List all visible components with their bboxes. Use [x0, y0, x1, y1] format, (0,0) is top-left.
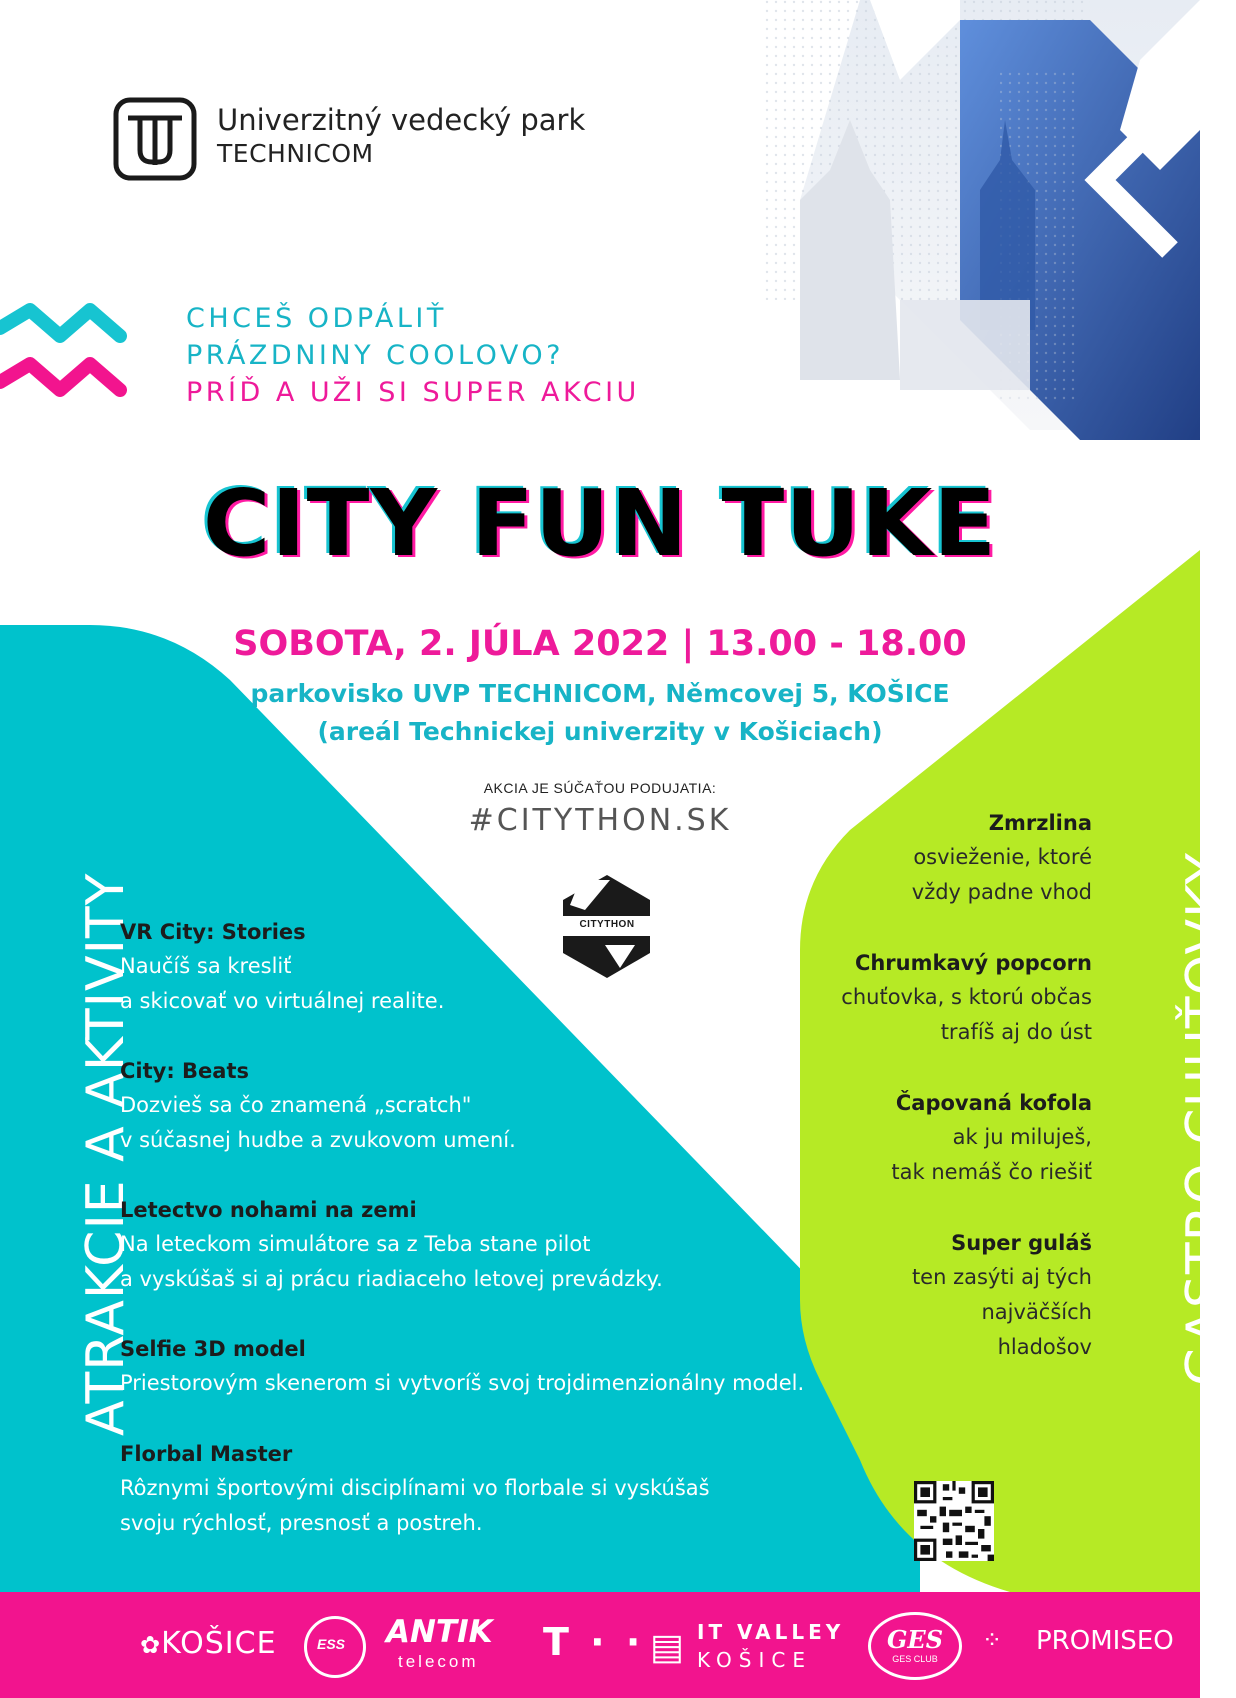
- activity-desc: a skicovať vo virtuálnej realite.: [120, 989, 445, 1013]
- it-valley-logo-icon: ▤: [650, 1626, 685, 1667]
- org-name-line2: TECHNICOM: [217, 139, 374, 168]
- food-title: Super guláš: [951, 1231, 1092, 1255]
- food-title: Chrumkavý popcorn: [854, 951, 1092, 975]
- food-desc: chuťovka, s ktorú občas: [841, 985, 1092, 1009]
- food-item: [772, 1086, 1092, 1190]
- activity-title: Florbal Master: [120, 1442, 293, 1466]
- activity-title: Letectvo nohami na zemi: [120, 1198, 417, 1222]
- wave-cyan: [0, 310, 120, 336]
- food-item: [772, 806, 1092, 910]
- food-desc: hladošov: [997, 1335, 1092, 1359]
- food-title: Čapovaná kofola: [895, 1091, 1092, 1115]
- cathedral-photo: [760, 0, 1200, 460]
- section-title-activities: ATRAKCIE A AKTIVITY: [76, 872, 136, 1436]
- tagline-line3: PRÍĎ A UŽI SI SUPER AKCIU: [186, 377, 640, 408]
- activity-desc: Rôznymi športovými disciplínami vo florbale si vyskúšaš: [120, 1476, 710, 1500]
- sponsor-bar: [0, 1592, 1200, 1698]
- tagline-line2: PRÁZDNINY COOLOVO?: [186, 340, 564, 371]
- sponsor-antik-sub: telecom: [398, 1652, 479, 1671]
- activity-desc: Na leteckom simulátore sa z Teba stane pilot: [120, 1232, 591, 1256]
- food-desc: trafíš aj do úst: [940, 1020, 1092, 1044]
- section-title-food: GASTRO CHUŤOVKY: [1176, 851, 1236, 1386]
- food-desc: najväčších: [981, 1300, 1092, 1324]
- event-place-line2: (areál Technickej univerzity v Košiciach): [317, 717, 883, 746]
- sponsor-it-valley-city: KOŠICE: [697, 1648, 812, 1672]
- participation-label: AKCIA JE SÚČAŤOU PODUJATIA:: [483, 780, 717, 796]
- food-item: [772, 1226, 1092, 1365]
- org-name-line1: Univerzitný vedecký park: [217, 103, 586, 137]
- qr-code-icon[interactable]: [914, 1481, 994, 1561]
- activity-item: [120, 1054, 840, 1158]
- event-title: CITY FUN TUKE: [202, 470, 998, 577]
- activity-title: VR City: Stories: [120, 920, 306, 944]
- food-desc: tak nemáš čo riešiť: [891, 1160, 1092, 1184]
- tagline-line1: CHCEŠ ODPÁLIŤ: [186, 303, 447, 334]
- food-item: [772, 946, 1092, 1050]
- activity-item: [120, 1332, 840, 1401]
- food-desc: vždy padne vhod: [911, 880, 1092, 904]
- activity-item: [120, 1193, 840, 1297]
- food-desc: osvieženie, ktoré: [913, 845, 1092, 869]
- promiseo-logo-icon: ⁘: [982, 1627, 1003, 1654]
- activity-title: City: Beats: [120, 1059, 250, 1083]
- sponsor-it-valley: IT VALLEY: [697, 1620, 845, 1644]
- sponsor-ess-logo-icon: ESS: [304, 1616, 366, 1678]
- kosice-logo-icon: ✿: [140, 1631, 162, 1659]
- food-title: Zmrzlina: [988, 811, 1092, 835]
- activity-item: [120, 915, 840, 1019]
- sponsor-antik: ANTIK: [386, 1614, 493, 1650]
- wave-magenta: [0, 364, 120, 390]
- activity-desc: Priestorovým skenerom si vytvoríš svoj trojdimenzionálny model.: [120, 1371, 805, 1395]
- activity-desc: Naučíš sa kresliť: [120, 954, 292, 978]
- citython-hashtag-link[interactable]: #CITYTHON.SK: [468, 803, 732, 838]
- activity-desc: v súčasnej hudbe a zvukovom umení.: [120, 1128, 516, 1152]
- food-desc: ak ju miluješ,: [952, 1125, 1092, 1149]
- sponsor-ges-logo-icon: GES GES CLUB: [868, 1612, 962, 1680]
- event-place-line1: parkovisko UVP TECHNICOM, Němcovej 5, KOŠICE: [250, 679, 950, 708]
- event-datetime: SOBOTA, 2. JÚLA 2022 | 13.00 - 18.00: [233, 624, 967, 664]
- technicom-logo-icon: [116, 100, 194, 178]
- sponsor-telekom: T · ·: [543, 1620, 645, 1664]
- citython-logo-text: CITYTHON: [579, 919, 635, 930]
- sponsor-kosice: ✿KOŠICE: [140, 1626, 277, 1661]
- food-desc: ten zasýti aj tých: [911, 1265, 1092, 1289]
- activity-title: Selfie 3D model: [120, 1337, 306, 1361]
- organization-name: [217, 104, 585, 170]
- activity-desc: svoju rýchlosť, presnosť a postreh.: [120, 1511, 483, 1535]
- activity-desc: Dozvieš sa čo znamená „scratch": [120, 1093, 472, 1117]
- activity-item: [120, 1437, 840, 1541]
- sponsor-promiseo: PROMISEO: [1036, 1626, 1174, 1656]
- activity-desc: a vyskúšaš si aj prácu riadiaceho letovej prevádzky.: [120, 1267, 663, 1291]
